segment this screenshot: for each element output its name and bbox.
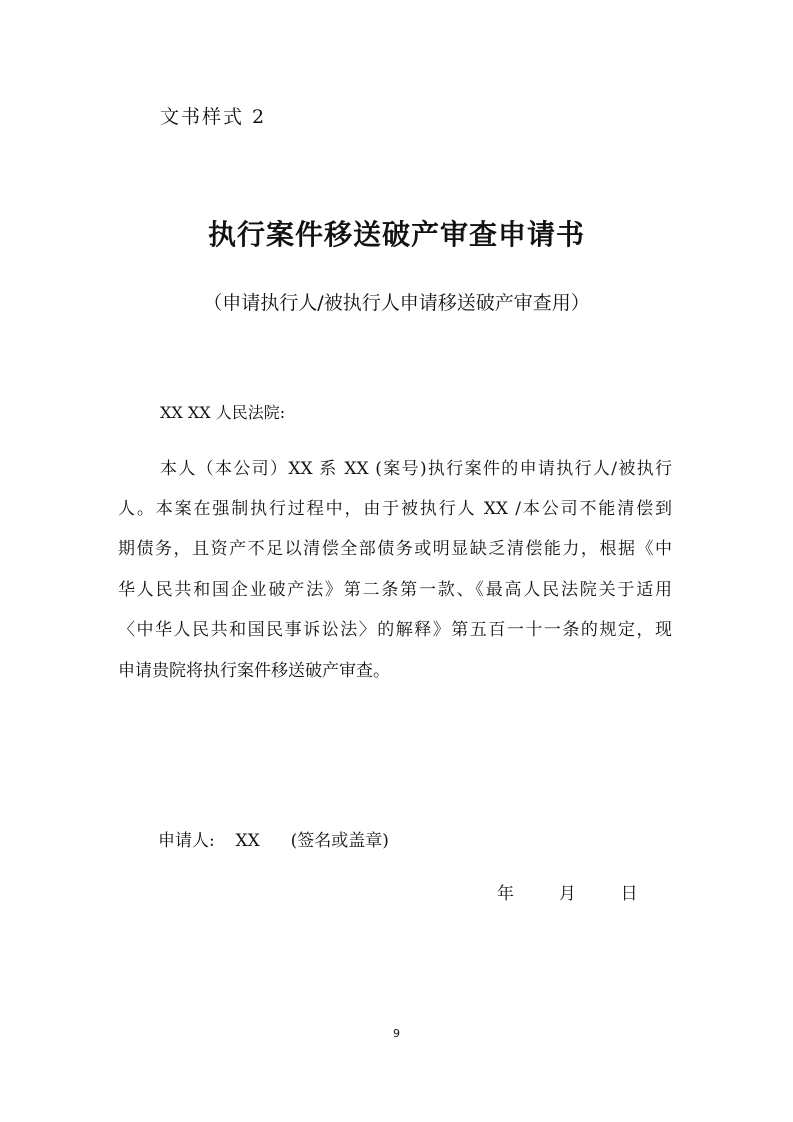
page-number: 9	[393, 1027, 400, 1040]
date-day: 日	[620, 884, 638, 904]
date-year: 年	[497, 884, 514, 904]
body-line: 期债务，且资产不足以清偿全部债务或明显缺乏清偿能力，根据《中	[118, 539, 672, 559]
date-month: 月	[558, 884, 576, 904]
applicant-label: 申请人:	[158, 831, 215, 851]
document-title: 执行案件移送破产审查申请书	[207, 218, 585, 251]
applicant-name: XX	[235, 831, 260, 851]
body-line: 〈中华人民共和国民事诉讼法〉的解释》第五百一十一条的规定，现	[118, 620, 672, 640]
document-subtitle: （申请执行人/被执行人申请移送破产审查用）	[203, 292, 590, 314]
body-line: 申请贵院将执行案件移送破产审查。	[118, 661, 390, 681]
form-style-label: 文书样式 2	[160, 106, 267, 128]
body-line: 人。本案在强制执行过程中，由于被执行人 XX /本公司不能清偿到	[118, 499, 672, 519]
applicant-signature-line	[158, 826, 389, 851]
body-line: 华人民共和国企业破产法》第二条第一款、《最高人民法院关于适用	[118, 580, 672, 600]
date-line	[497, 879, 638, 904]
court-addressee: XX XX 人民法院:	[160, 403, 286, 422]
signature-note: (签名或盖章)	[290, 831, 389, 851]
body-line: 本人（本公司）XX 系 XX (案号)执行案件的申请执行人/被执行	[160, 459, 672, 479]
